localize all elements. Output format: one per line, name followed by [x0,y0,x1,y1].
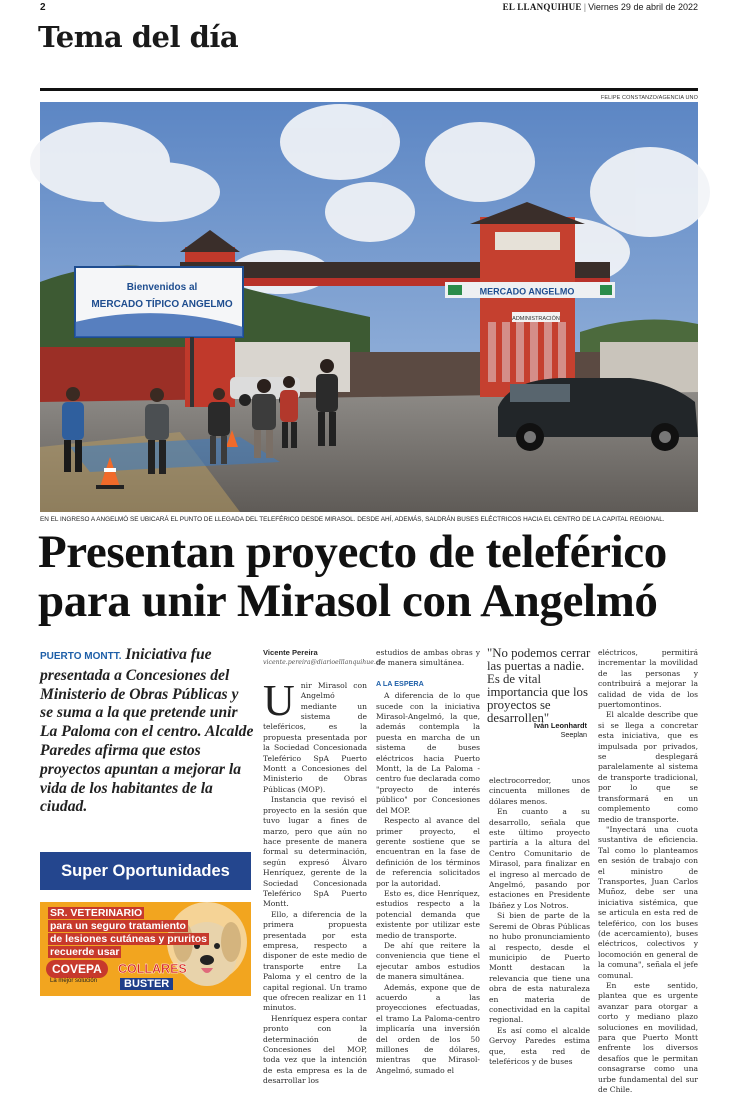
headline-line-2: para unir Mirasol con Angelmó [38,575,658,627]
article-column-3 [376,648,480,1076]
top-rule [40,88,698,91]
body-paragraph: En este sentido, plantea que es urgente avanzar para otorgar a corto y mediano plazo soluciones en movilidad, para que Puerto Montt enfrente los diversos desafíos que le permitan consagrarse como una urbe fundamental del sur de Chile. [598,981,698,1095]
body-paragraph: Unir Mirasol con Angelmó mediante un sistema de teleféricos, es la propuesta presentada por la Sociedad Concesionada Teleférico SpA Puerto Montt a Concesiones del Ministerio de Obras Públicas (MOP). [263,675,367,794]
vet-line-1: SR. VETERINARIO [50,907,143,919]
gate-sign: MERCADO ANGELMO [479,286,575,297]
admin-sign: ADMINISTRACIÓN [512,316,560,322]
masthead: EL LLANQUIHUE | Viernes 29 de abril de 2022 [502,2,698,12]
drop-cap: U [263,675,295,725]
body-paragraph: Respecto al avance del primer proyecto, el gerente sostiene que se encuentran en la fase de definición de los términos de referencia solicitados por la autoridad. [376,816,480,888]
market-entrance-illustration [40,102,698,512]
buster-logo: BUSTER [120,978,173,990]
section-title: Tema del día [38,20,239,54]
author-name: Vicente Pereira [263,648,318,657]
page-number: 2 [40,2,46,13]
body-paragraph: Esto es, dice Henríquez, estudios respecto a la potencial demanda que existente por utilizar este medio de transporte. [376,888,480,940]
covepa-logo: COVEPA [46,960,108,978]
photo-credit: FELIPE CONSTANZO/AGENCIA UNO [600,95,698,101]
author-email: vicente.pereira@diarioelllanquihue.cl [263,659,382,667]
lead-text: Iniciativa fue presentada a Concesiones del Ministerio de Obras Públicas y se suma a la que pretende unir La Paloma con el centro. Alcalde Paredes afirma que estos proyectos apuntan a mejorar la vida de los habitantes de la ciudad. [40,646,254,816]
body-paragraph: eléctricos, permitirá incrementar la movilidad de las personas y contribuirá a mejorar la calidad de vida de los puertomontinos. [598,648,698,710]
newspaper-name: EL LLANQUIHUE [502,2,582,12]
vet-line-2: para un seguro tratamiento [50,920,186,932]
welcome-sign: Bienvenidos al [126,282,198,293]
article-column-5 [598,648,698,1095]
ad-super-oportunidades[interactable]: Super Oportunidades [40,852,251,890]
body-paragraph: Además, expone que de acuerdo a las proyecciones efectuadas, el tramo La Paloma-centro implicaría una inversión del orden de los 50 millones de dólares, mientras que Mirasol-Angelmó, sumado el [376,982,480,1075]
vet-line-3: de lesiones cutáneas y pruritos [50,933,207,945]
body-paragraph: Es así como el alcalde Gervoy Paredes estima que, esta red de teleféricos y de buses [489,1025,590,1066]
headline-line-1: Presentan proyecto de teleférico [38,526,667,578]
body-paragraph: Ello, a diferencia de la primera propuesta presentada por esta empresa, respecto a disponer de este medio de transporte entre La Paloma y el centro de la capital regional. Un tramo que ofrecen realizar en 11 minutos. [263,909,367,1013]
lead-summary [40,646,254,817]
body-paragraph: estudios de ambas obras y de manera simultánea. [376,648,480,668]
body-paragraph: Instancia que revisó el proyecto en la sesión que tuvo lugar a fines de marzo, pero que aún no hace presente de manera formal su determinación, según expresó Álvaro Henríquez, gerente de la Sociedad Concesionada Teleférico SpA Puerto Montt. [263,795,367,909]
article-column-4 [489,776,590,1067]
subhead: A LA ESPERA [376,678,424,688]
body-paragraph: El alcalde describe que si se llega a concretar esta iniciativa, que es impulsada por privados, se desplegará paralelamente al sistema de transporte tradicional, por lo que se transformará en un complemento como medio de transporte. [598,710,698,824]
market-sign: MERCADO TÍPICO ANGELMO [91,299,233,310]
quote-name: Iván Leonhardt [534,721,587,730]
body-paragraph: Henríquez espera contar pronto con la determinación de Concesiones del MOP, toda vez que la intención de esta empresa es la de desarrollar los [263,1013,367,1086]
article-column-2 [263,648,382,1087]
covepa-tagline: La mejor solución [50,978,98,984]
body-paragraph: Si bien de parte de la Seremi de Obras Públicas no hubo pronunciamiento al respecto, desde el municipio de Puerto Montt destacan la relevancia que tiene una obra de esta naturaleza en materia de conectividad en la capital regional. [489,911,590,1025]
quote-role: Seeplan [560,730,587,739]
body-paragraph: "Inyectará una cuota sustantiva de eficiencia. Tal como lo planteamos en sesión de trabajo con el ministro de Transportes, Juan Carlos Muñoz, debe ser una iniciativa sistémica, que se articula en esta red de teleférico, con los buses (de acercamiento), buses eléctricos, colectivos y locomoción en general de la comuna", señala el jefe comunal. [598,824,698,980]
body-paragraph: En cuanto a su desarrollo, señala que este último proyecto partiría a la altura del Centro Comunitario de Mirasol, para finalizar en el ingreso al mercado de Angelmó, pasando por estaciones en Presidente Ibáñez y Los Notros. [489,807,590,910]
body-paragraph: electrocorredor, unos cincuenta millones de dólares menos. [489,776,590,806]
pull-quote: "No podemos cerrar las puertas a nadie. Es de vital importancia que los proyectos se desarrollen" [487,646,591,725]
photo-caption: EN EL INGRESO A ANGELMÓ SE UBICARÁ EL PUNTO DE LLEGADA DEL TELEFÉRICO DESDE MIRASOL. DESDE AHÍ, ADEMÁS, SALDRÁN BUSES ELÉCTRICOS HACIA EL CENTRO DE LA CAPITAL REGIONAL. [40,516,665,523]
vet-line-4: recuerde usar [50,946,120,958]
quote-attribution [487,721,587,739]
headline [38,528,702,626]
body-paragraph: A diferencia de lo que sucede con la iniciativa Mirasol-Angelmó, la que, además contempla la puesta en marcha de un sistema de buses eléctricos hacia Puerto Montt, la de La Paloma - centro fue declarada como "proyecto de interés público" por Concesiones del MOP. [376,691,480,815]
ad-covepa[interactable] [40,902,251,996]
collares-logo: COLLARES [118,962,187,976]
issue-date: Viernes 29 de abril de 2022 [588,2,698,12]
dateline: PUERTO MONTT. [40,651,122,662]
lead-photo [40,102,698,512]
body-paragraph: De ahí que reitere la conveniencia que tiene el ejecutar ambos estudios de manera simultánea. [376,940,480,982]
